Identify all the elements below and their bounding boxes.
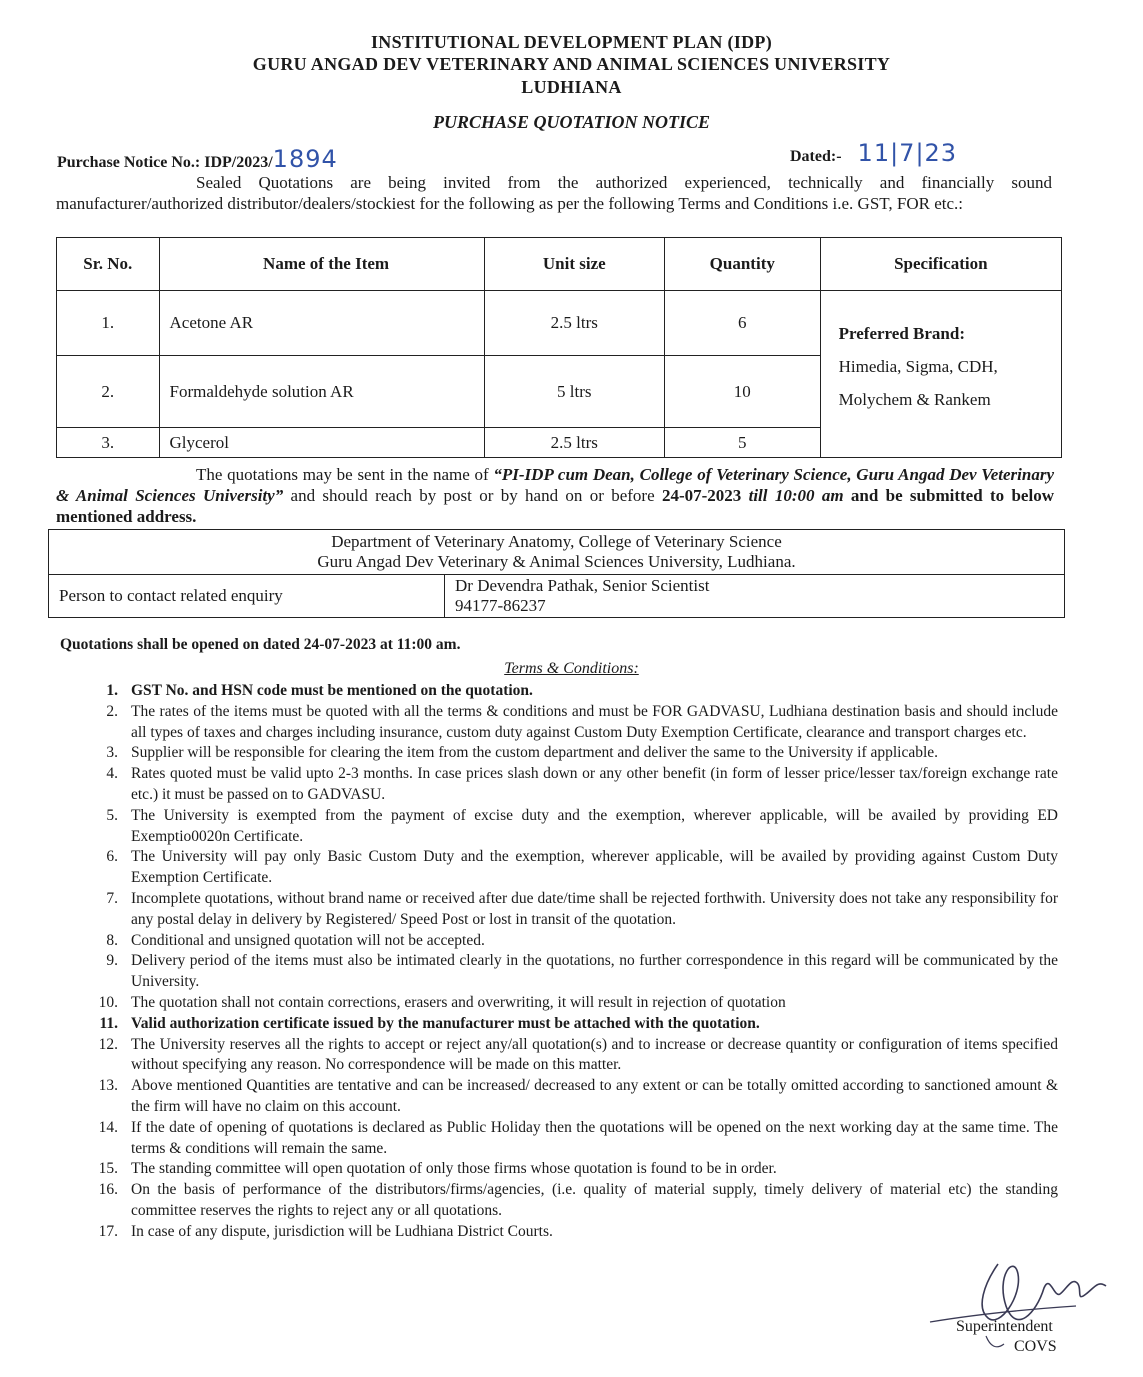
cell-quantity: 6 [664, 291, 820, 356]
term-number: 1. [106, 682, 118, 699]
term-number: 12. [98, 1035, 118, 1053]
term-number: 4. [106, 765, 118, 783]
table-row [57, 291, 1062, 356]
term-number: 11. [99, 1014, 118, 1032]
term-text: Supplier will be responsible for clearing the item from the custom department and deliver the same to the University if applicable. [131, 744, 939, 762]
table-header-row [57, 238, 1062, 291]
term-item [88, 764, 1058, 806]
preferred-brand-label: Preferred Brand: [838, 324, 966, 343]
cell-quantity: 5 [664, 428, 820, 458]
term-text: If the date of opening of quotations is declared as Public Holiday then the quotations will be opened on the next working day at the same time. The terms & conditions will remain the same. [131, 1118, 1058, 1157]
terms-heading: Terms & Conditions: [504, 660, 639, 677]
term-text: The University will pay only Basic Custom Duty and the exemption, wherever applicable, will be availed by providing against Custom Duty Exemption Certificate. [131, 848, 1058, 887]
due-time: till 10:00 am [741, 486, 844, 505]
due-date: 24-07-2023 [661, 486, 742, 505]
term-number: 10. [98, 993, 118, 1011]
term-number: 15. [98, 1160, 118, 1178]
term-number: 3. [106, 744, 118, 762]
term-number: 8. [106, 931, 118, 949]
cell-sr: 1. [57, 291, 160, 356]
submission-paragraph: The quotations may be sent in the name of “PI-IDP cum Dean, College of Veterinary Science, Guru Angad Dev Veterinary & Animal Sciences University” and should reach by post or by hand on or before 24-07-2023 till 10:00 am and be submitted to below mentioned address. [56, 465, 1054, 526]
address-table [48, 529, 1065, 618]
term-text: Rates quoted must be valid upto 2-3 months. In case prices slash down or any other benefit (in form of lesser price/lesser tax/foreign exchange rate etc.) it must be passed on to GADVASU. [131, 765, 1058, 803]
term-item [88, 993, 1058, 1014]
opening-date-note: Quotations shall be opened on dated 24-07-2023 at 11:00 am. [60, 636, 461, 653]
term-text: Above mentioned Quantities are tentative and can be increased/ decreased to any extent or can be totally omitted according to sanctioned amount & the firm will have no claim on this account. [131, 1077, 1058, 1115]
purchase-notice-number [57, 145, 338, 173]
terms-list [88, 681, 1058, 1243]
column-header: Specification [820, 238, 1061, 291]
contact-label: Person to contact related enquiry [49, 575, 445, 618]
cell-item-name: Formaldehyde solution AR [159, 356, 484, 428]
header-city: LUDHIANA [521, 77, 622, 97]
term-number: 7. [106, 889, 118, 907]
term-item [88, 889, 1058, 931]
term-item [88, 1076, 1058, 1118]
term-item [88, 1180, 1058, 1222]
term-item [88, 702, 1058, 744]
term-item [88, 1035, 1058, 1077]
term-text: GST No. and HSN code must be mentioned on the quotation. [131, 682, 533, 699]
term-text: The University is exempted from the payment of excise duty and the exemption, wherever applicable, will be availed by providing ED Exemptio0020n Certificate. [131, 806, 1058, 845]
cell-item-name: Glycerol [159, 428, 484, 458]
cell-unit-size: 5 ltrs [484, 356, 664, 428]
term-number: 14. [98, 1118, 118, 1136]
term-item [88, 1118, 1058, 1160]
notice-date [790, 139, 957, 167]
term-number: 16. [98, 1181, 118, 1199]
term-item [88, 951, 1058, 993]
term-number: 2. [106, 702, 118, 720]
term-text: The standing committee will open quotation of only those firms whose quotation is found to be in order. [131, 1160, 777, 1178]
contact-details [445, 575, 1065, 618]
handwritten-date: 11|7|23 [857, 139, 958, 167]
handwritten-notice-number: 1894 [272, 145, 338, 173]
term-item [88, 1159, 1058, 1180]
term-text: Incomplete quotations, without brand name or received after due date/time shall be rejected forthwith. University does not take any responsibility for any postal delay in delivery by Registered/ Speed Post or lost in transit of the quotation. [131, 889, 1058, 928]
cell-specification [820, 291, 1061, 458]
header-university: GURU ANGAD DEV VETERINARY AND ANIMAL SCIENCES UNIVERSITY [252, 54, 891, 74]
notice-subtitle: PURCHASE QUOTATION NOTICE [432, 112, 711, 132]
term-item [88, 1014, 1058, 1035]
address-line-1: Department of Veterinary Anatomy, College of Veterinary Science [331, 532, 782, 551]
delivery-address [49, 530, 1065, 575]
contact-phone: 94177-86237 [455, 596, 546, 615]
cell-sr: 2. [57, 356, 160, 428]
term-text: The quotation shall not contain corrections, erasers and overwriting, it will result in rejection of quotation [131, 993, 786, 1011]
term-text: The University reserves all the rights to accept or reject any/all quotation(s) and to increase or decrease quantity or configuration of items specified without specifying any reason. No correspondence will be made on this matter. [131, 1035, 1058, 1074]
column-header: Sr. No. [57, 238, 160, 291]
contact-row [49, 575, 1065, 618]
term-number: 13. [98, 1077, 118, 1095]
items-table [56, 237, 1062, 458]
cell-unit-size: 2.5 ltrs [484, 291, 664, 356]
term-text: In case of any dispute, jurisdiction will be Ludhiana District Courts. [131, 1222, 553, 1240]
column-header: Quantity [664, 238, 820, 291]
term-number: 6. [106, 848, 118, 866]
term-item [88, 806, 1058, 848]
term-text: On the basis of performance of the distributors/firms/agencies, (i.e. quality of material supply, timely delivery of material etc) the standing committee reserves the rights to reject any or all quotations. [131, 1181, 1058, 1219]
date-label: Dated:- [790, 148, 842, 165]
term-number: 9. [106, 952, 118, 970]
signatory-office: COVS [1014, 1338, 1057, 1355]
addressee: “PI-IDP cum Dean, College of Veterinary Science, Guru Angad Dev Veterinary & Animal Sciences University” [56, 465, 1054, 505]
notice-number-label: Purchase Notice No.: IDP/2023/ [57, 154, 273, 171]
column-header: Name of the Item [159, 238, 484, 291]
brand-list-line-1: Himedia, Sigma, CDH, [838, 357, 998, 376]
term-text: Conditional and unsigned quotation will not be accepted. [131, 931, 485, 949]
signatory-designation: Superintendent [956, 1318, 1053, 1335]
cell-quantity: 10 [664, 356, 820, 428]
term-item [88, 1222, 1058, 1243]
column-header: Unit size [484, 238, 664, 291]
intro-paragraph: Sealed Quotations are being invited from the authorized experienced, technically and financially sound manufacturer/authorized distributor/dealers/stockiest for the following as per the following Terms and Conditions i.e. GST, FOR etc.: [56, 173, 1052, 213]
term-item [88, 681, 1058, 702]
cell-unit-size: 2.5 ltrs [484, 428, 664, 458]
brand-list-line-2: Molychem & Rankem [838, 390, 991, 409]
cell-item-name: Acetone AR [159, 291, 484, 356]
term-item [88, 743, 1058, 764]
term-number: 17. [98, 1222, 118, 1240]
address-row [49, 530, 1065, 575]
term-item [88, 931, 1058, 952]
cell-sr: 3. [57, 428, 160, 458]
term-text: Valid authorization certificate issued by the manufacturer must be attached with the quotation. [131, 1014, 760, 1032]
contact-name: Dr Devendra Pathak, Senior Scientist [455, 576, 710, 595]
term-text: Delivery period of the items must also be intimated clearly in the quotations, no further correspondence in this regard will be communicated by the University. [131, 952, 1058, 991]
term-text: The rates of the items must be quoted with all the terms & conditions and must be FOR GADVASU, Ludhiana destination basis and should include all types of taxes and charges including insurance, custom duty against Custom Duty Exemption Certificate, clearance and transport charges etc. [131, 702, 1058, 741]
header-line-1: INSTITUTIONAL DEVELOPMENT PLAN (IDP) [370, 32, 773, 52]
term-item [88, 847, 1058, 889]
term-number: 5. [106, 806, 118, 824]
address-line-2: Guru Angad Dev Veterinary & Animal Sciences University, Ludhiana. [317, 552, 796, 571]
